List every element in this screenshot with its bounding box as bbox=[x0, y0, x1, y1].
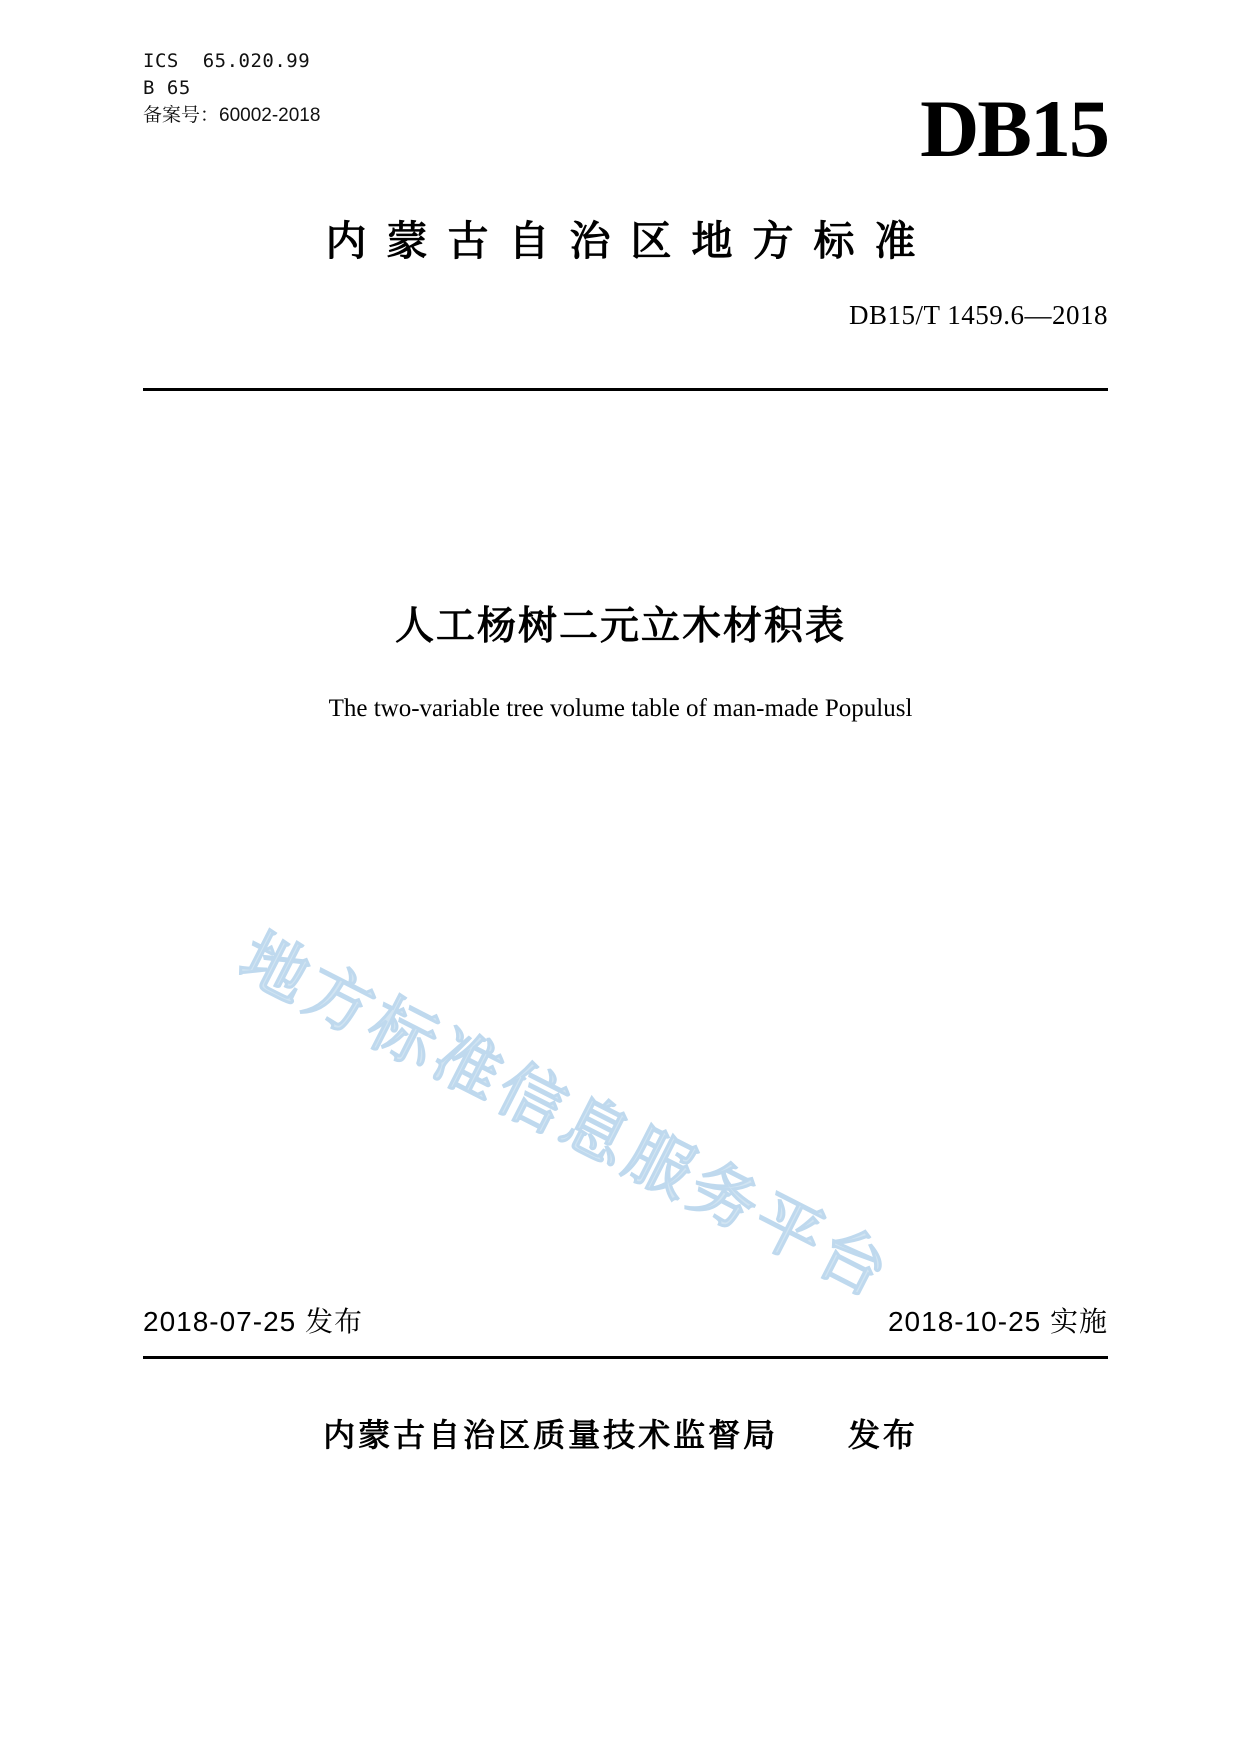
implementation-date: 2018-10-25 实施 bbox=[887, 1306, 1108, 1337]
record-number: 备案号：60002-2018 bbox=[143, 105, 321, 126]
publisher-name: 内蒙古自治区质量技术监督局 bbox=[323, 1417, 779, 1453]
document-codes-block bbox=[143, 48, 320, 129]
document-title-cn: 人工杨树二元立木材积表 bbox=[394, 605, 846, 648]
publisher-block bbox=[0, 1410, 1241, 1456]
standard-type-heading: 内蒙古自治区地方标准 bbox=[325, 218, 936, 264]
divider-bottom bbox=[143, 1356, 1108, 1359]
standard-number: DB15/T 1459.6—2018 bbox=[848, 300, 1108, 330]
db15-logo: DB15 bbox=[920, 83, 1108, 174]
document-title-en: The two-variable tree volume table of man-made Populusl bbox=[328, 695, 913, 722]
publish-label: 发布 bbox=[847, 1417, 918, 1453]
issue-date: 2018-07-25 发布 bbox=[143, 1306, 364, 1337]
ics-code: ICS 65.020.99 bbox=[143, 50, 311, 72]
watermark-text: 地方标准信息服务平台 bbox=[229, 919, 905, 1313]
classification-code: B 65 bbox=[143, 77, 191, 99]
divider-top bbox=[143, 388, 1108, 391]
